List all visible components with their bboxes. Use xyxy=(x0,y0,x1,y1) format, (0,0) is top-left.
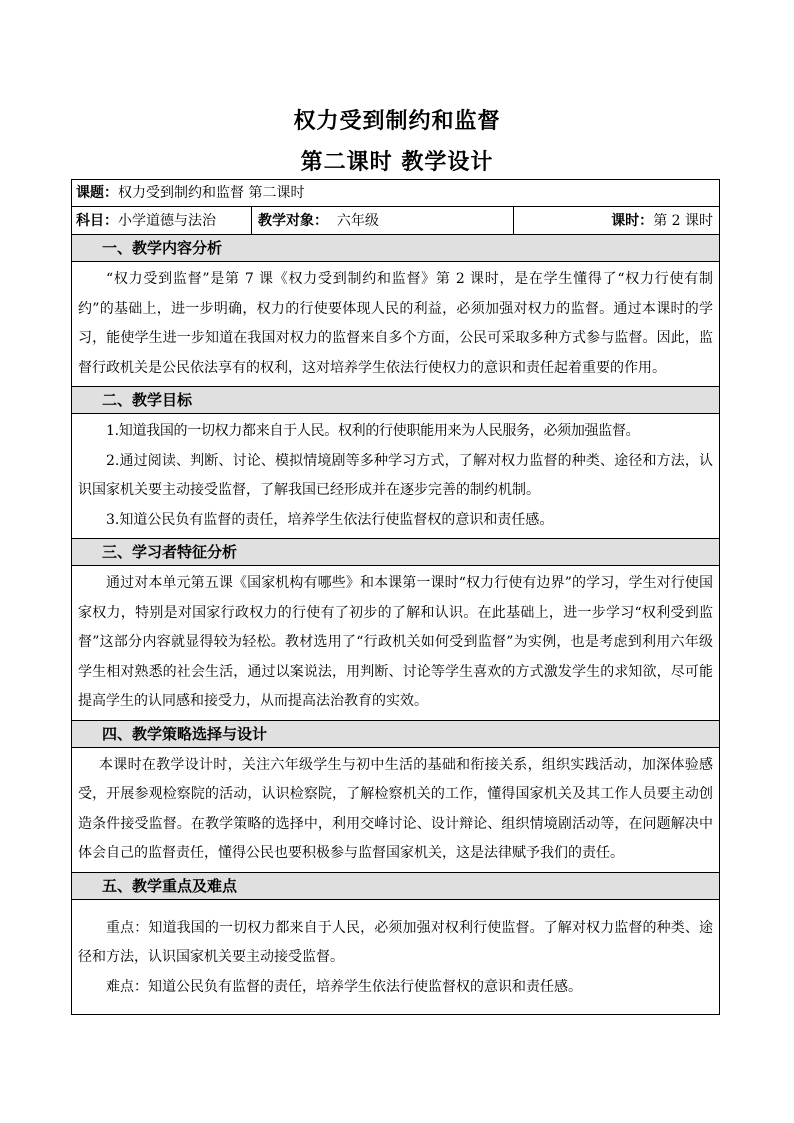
subject-label: 科目： xyxy=(76,213,118,229)
section-heading-learner-analysis: 三、学习者特征分析 xyxy=(72,539,719,566)
period-cell xyxy=(514,207,719,234)
section-body-content-analysis xyxy=(72,262,719,387)
section-heading-content-analysis: 一、教学内容分析 xyxy=(72,235,719,262)
section-heading-objectives: 二、教学目标 xyxy=(72,387,719,414)
paragraph: 通过对本单元第五课《国家机构有哪些》和本课第一课时“权力行使有边界”的学习，学生对行使国家权力，特别是对国家行政权力的行使有了初步的了解和认识。在此基础上，进一步学习“权利受到监督”这部分内容就显得较为轻松。教材选用了“行政机关如何受到监督”为实例，也是考虑到利用六年级学生相对熟悉的社会生活，通过以案说法，用判断、讨论等学生喜欢的方式激发学生的求知欲，尽可能提高学生的认同感和接受力，从而提高法治教育的实效。 xyxy=(78,575,713,709)
period-label: 课时： xyxy=(611,213,654,229)
audience-label: 教学对象： xyxy=(258,213,328,229)
paragraph: 1.知道我国的一切权力都来自于人民。权利的行使职能用来为人民服务，必须加强监督。 xyxy=(106,423,640,439)
paragraph: 重点：知道我国的一切权力都来自于人民，必须加强对权利行使监督。了解对权力监督的种类、途径和方法，认识国家机关要主动接受监督。 xyxy=(78,919,713,965)
period-value: 第 2 课时 xyxy=(653,213,713,229)
audience-cell xyxy=(252,207,514,234)
course-row xyxy=(72,180,719,207)
paragraph: “权力受到监督”是第 7 课《权力受到制约和监督》第 2 课时，是在学生懂得了“权力行使有制约”的基础上，进一步明确，权力的行使要体现人民的利益，必须加强对权力的监督。通过本课时的学习，能使学生进一步知道在我国对权力的监督来自多个方面，公民可采取多种方式参与监督。因此，监督行政机关是公民依法享有的权利，这对培养学生依法行使权力的意识和责任起着重要的作用。 xyxy=(78,271,713,376)
audience-value: 六年级 xyxy=(328,213,379,229)
paragraph: 难点：知道公民负有监督的责任，培养学生依法行使监督权的意识和责任感。 xyxy=(106,978,582,995)
section-heading-strategy: 四、教学策略选择与设计 xyxy=(72,721,719,748)
paragraph: 3.知道公民负有监督的责任，培养学生依法行使监督权的意识和责任感。 xyxy=(106,511,554,528)
paragraph: 本课时在教学设计时，关注六年级学生与初中生活的基础和衔接关系，组织实践活动，加深体验感受，开展参观检察院的活动，认识检察院，了解检察机关的工作，懂得国家机关及其工作人员要主动创造条件接受监督。在教学策略的选择中，利用交峰讨论、设计辩论、组织情境剧活动等，在问题解决中体会自己的监督责任，懂得公民也要积极参与监督国家机关，这是法律赋予我们的责任。 xyxy=(78,756,713,861)
subject-value: 小学道德与法治 xyxy=(118,213,216,229)
lesson-plan-table xyxy=(71,179,720,1015)
section-body-learner-analysis xyxy=(72,566,719,721)
document-subtitle: 第二课时 教学设计 xyxy=(300,149,494,175)
course-label: 课题： xyxy=(76,185,118,201)
section-body-objectives xyxy=(72,414,719,539)
section-body-strategy xyxy=(72,748,719,873)
paragraph: 2.通过阅读、判断、讨论、模拟情境剧等多种学习方式，了解对权力监督的种类、途径和方法，认识国家机关要主动接受监督，了解我国已经形成并在逐步完善的制约机制。 xyxy=(78,452,713,498)
meta-row xyxy=(72,207,719,235)
section-body-key-points xyxy=(72,900,719,1015)
course-value: 权力受到制约和监督 第二课时 xyxy=(118,185,305,201)
subject-cell xyxy=(72,207,252,234)
section-heading-key-points: 五、教学重点及难点 xyxy=(72,873,719,900)
document-title: 权力受到制约和监督 xyxy=(293,108,501,134)
